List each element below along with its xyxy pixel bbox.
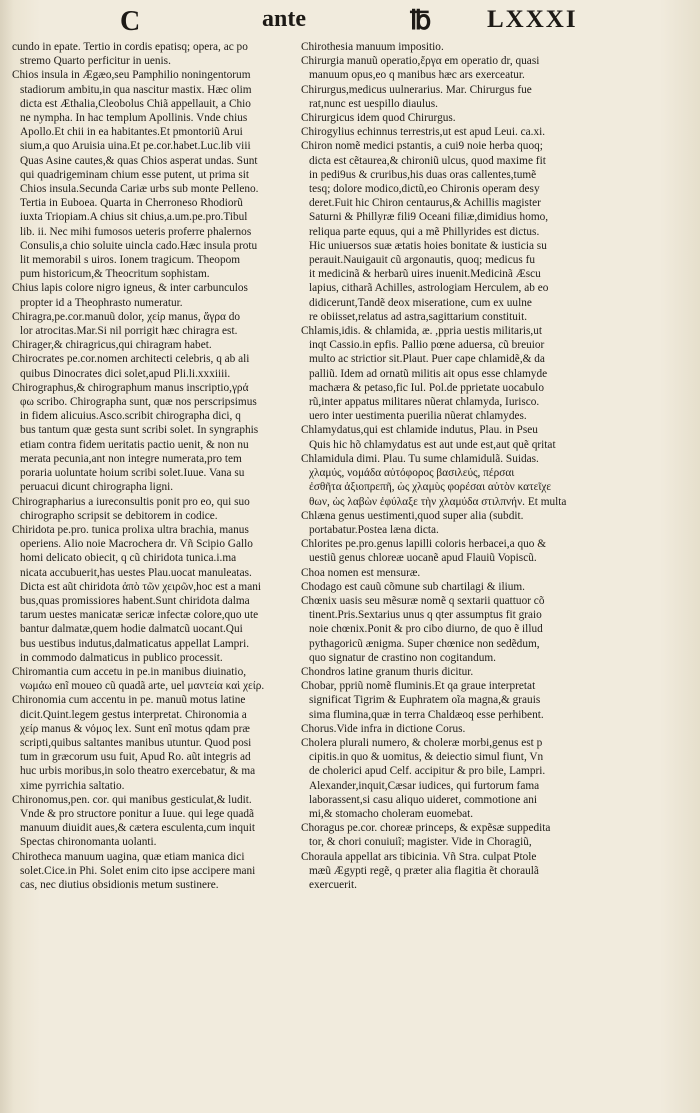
entry-headword-line: Choragus pe.cor. choreæ princeps, & expẽsæ suppedita [301, 822, 551, 835]
entry-text-line: in pedi9us & cruribus,his duas oras callentes,tumẽ [309, 168, 537, 181]
entry-text-line: mi,& stomacho choleram euomebat. [309, 807, 474, 820]
entry-text-line: lor atrocitas.Mar.Si nil porrigit hæc chiragra est. [20, 325, 238, 338]
entry-headword-line: Choraula appellat ars tibicinia. Vñ Stra. culpat Ptole [301, 850, 537, 863]
entry-headword-line: Chironomus,pen. cor. qui manibus gesticulat,& ludit. [12, 793, 252, 806]
entry-text-line: Spectas chironomanta uolanti. [20, 836, 157, 849]
entry-text-line: etiam contra fidem ueritatis pactio uenit, & non nu [20, 438, 249, 451]
right-column [301, 40, 599, 892]
entry-text-line: pythagoricũ ænigma. Super chœnice non sedẽdum, [309, 637, 540, 650]
entry-headword-line: Chiron nomẽ medici pstantis, a cui9 noie herba quoq; [301, 140, 543, 153]
entry-text-line: bantur dalmatæ,quem hodie dalmatcũ uocant.Qui [20, 623, 243, 636]
entry-text-line: iuxta Triopiam.A chius sit chius,a.um.pe.pro.Tibul [20, 211, 248, 224]
entry-text-line: quo signatur de crastino non cogitandum. [309, 651, 496, 664]
entry-headword-line: Chœnix uasis seu mẽsuræ nomẽ q sextarii quattuor cõ [301, 594, 545, 607]
entry-text-line: φω scribo. Chirographa sunt, quæ nos perscripsimus [20, 396, 257, 409]
folio-number: LXXXI [487, 6, 578, 33]
entry-headword-line: Chlæna genus uestimenti,quod super alia (subdit. [301, 509, 524, 522]
entry-text-line: in commodo dalmaticus in publico processit. [20, 651, 223, 664]
entry-text-line: ne nympha. In hac templum Apollinis. Vnde chius [20, 112, 248, 125]
entry-headword-line: Chodago est cauũ cõmune sub chartilagi & ilium. [301, 580, 526, 593]
entry-text-line: significat Tigrim & Euphratem oĩa magna,& grauis [309, 694, 541, 707]
entry-text-line: ἐσθῆτα ἀξιοπρεπῆ, ὡς χλαμὺς φορέσαι αὐτὸν κατεῖχε [309, 481, 552, 494]
entry-text-line: Quas Asine cautes,& quas Chios asperat undas. Sunt [20, 154, 258, 167]
header-word: ante [262, 6, 306, 32]
entry-text-line: lit memorabil s uiros. Ionem tragicum. Theopom [20, 254, 241, 267]
entry-headword-line: Chius lapis colore nigro igneus, & inter carbunculos [12, 282, 248, 295]
entry-text-line: multo ac strictior sit.Plaut. Puer cape chlamidẽ,& da [309, 353, 545, 366]
entry-text-line: re obiisset,relatus ad astra,sagittarium constituit. [309, 310, 528, 323]
entry-text-line: rat,nunc est uespillo diaulus. [309, 97, 438, 110]
entry-text-line: tesq; dolore modico,dictũ,eo Chironis operam desy [309, 183, 540, 196]
entry-headword-line: Chlamidula dimi. Plau. Tu sume chlamidulã. Suidas. [301, 452, 539, 465]
entry-text-line: sima flumina,quæ in terra Chaldæoq esse perhibent. [309, 708, 544, 721]
entry-text-line: exercuerit. [309, 878, 357, 891]
entry-text-line: Chios insula.Secunda Cariæ urbs sub monte Pelleno. [20, 183, 259, 196]
entry-text-line: poraria uoluntate hoium scribi solet.Iuue. Vana su [20, 467, 245, 480]
entry-headword-line: Cholera plurali numero, & choleræ morbi,genus est p [301, 736, 543, 749]
entry-text-line: reliqua parte equus, qui a mẽ Phillyrides est dictus. [309, 225, 540, 238]
entry-text-line: chirographo scripsit se debitorem in codice. [20, 509, 218, 522]
entry-headword-line: Choa nomen est mensuræ. [301, 566, 421, 579]
entry-headword-line: Chirographus,& chirographum manus inscriptio,γρά [12, 381, 249, 394]
entry-text-line: didicerunt,Tandẽ deox miseratione, cum ex uulne [309, 296, 532, 309]
entry-text-line: tarum uestes manicatæ sericæ infectæ colore,quo ute [20, 609, 259, 622]
entry-text-line: noie chœnix.Ponit & pro cibo diurno, de quo ẽ illud [309, 623, 543, 636]
entry-text-line: nicata accubuerit,has uestes Plau.uocat manuleatas. [20, 566, 252, 579]
entry-text-line: peruacui dicunt chirographa ligni. [20, 481, 174, 494]
entry-text-line: Apollo.Et chii in ea habitantes.Et pmontoriũ Arui [20, 126, 243, 139]
entry-text-line: merata pecunia,ant non integre numerata,pro tem [20, 452, 242, 465]
entry-text-line: stadiorum ambitu,in qua nascitur mastix. Hæc olim [20, 83, 252, 96]
header-letter: C [120, 6, 141, 37]
entry-text-line: machæra & petaso,fic Iul. Pol.de pprietate uocabulo [309, 381, 544, 394]
entry-headword-line: Chondros latine granum thuris dicitur. [301, 665, 474, 678]
entry-text-line: sium,a quo Aruisia uina.Et pe.cor.habet.Luc.lib viii [20, 140, 251, 153]
entry-text-line: xime pyrrichia saltatio. [20, 779, 125, 792]
entry-text-line: tum in græcorum usu fuit, Apud Ro. aũt integris ad [20, 751, 251, 764]
entry-headword-line: Chirurgus,medicus uulnerarius. Mar. Chirurgus fue [301, 83, 532, 96]
entry-text-line: deret.Fuit hic Chiron centaurus,& Achillis magister [309, 197, 541, 210]
entry-text-line: it medicinã & herbarũ uires inuenit.Medicinã Æscu [309, 268, 541, 281]
entry-text-line: portabatur.Postea læna dicta. [309, 523, 439, 536]
entry-text-line: νωμάω enĩ moueo cũ quadã arte, uel μαντεία καὶ χείρ. [20, 680, 265, 693]
entry-text-line: manuum diuidit aues,& cætera esculenta,cum inquit [20, 822, 255, 835]
entry-headword-line: Chlamydatus,qui est chlamide indutus, Plau. in Pseu [301, 424, 538, 437]
running-header [0, 6, 700, 40]
entry-text-line: Saturni & Phillyræ fili9 Oceani filiæ,dimidius homo, [309, 211, 549, 224]
entry-headword-line: Chirocrates pe.cor.nomen architecti celebris, q ab ali [12, 353, 250, 366]
entry-headword-line: Chirothesia manuum impositio. [301, 41, 444, 53]
entry-text-line: Alexander,inquit,Cæsar iudices, qui furtorum fama [309, 779, 540, 792]
entry-text-line: quibus Dinocrates dici solet,apud Pli.li.xxxiiii. [20, 367, 231, 380]
entry-headword-line: Chirogylius echinnus terrestris,ut est apud Leui. ca.xi. [301, 126, 546, 139]
entry-text-line: uero inter uestimenta puerilia nũerat chlamydes. [309, 410, 527, 423]
entry-text-line: tinent.Pris.Sextarius unus q qter assumptus fit graio [309, 609, 542, 622]
entry-headword-line: Chirurgia manuũ operatio,ἔργα em operatio dr, quasi [301, 55, 540, 68]
entry-text-line: bus,quas promissiores habent.Sunt chiridota dalma [20, 594, 250, 607]
entry-headword-line: Chiragra,pe.cor.manuũ dolor, χείρ manus, ἄγρα do [12, 310, 241, 323]
header-mark: ℔ [410, 6, 432, 35]
entry-text-line: manuum opus,eo q manibus hæc ars exerceatur. [309, 69, 525, 82]
entry-text-line: lib. ii. Nec mihi fumosos ueteris proferre phalernos [20, 225, 252, 238]
entry-text-line: Quis hic hõ chlamydatus est aut unde est,aut quẽ qritat [309, 438, 556, 451]
entry-headword-line: Chirurgicus idem quod Chirurgus. [301, 112, 456, 125]
entry-text-line: χλαμύς, νομάδα αὐτόφορος βασιλεύς, πέρσαι [309, 467, 515, 480]
entry-text-line: bus uestibus indutus,dalmaticatus appellat Lampri. [20, 637, 250, 650]
entry-text-line: Vnde & pro structore ponitur a Iuue. qui lege quadã [20, 807, 255, 820]
entry-text-line: operiens. Alio noie Macrochera dr. Vñ Scipio Gallo [20, 538, 253, 551]
entry-text-line: pum historicum,& Theocritum sophistam. [20, 268, 210, 281]
entry-headword-line: Chlorites pe.pro.genus lapilli coloris herbacei,a quo & [301, 538, 547, 551]
entry-headword-line: Chlamis,idis. & chlamida, æ. ,ppria uestis militaris,ut [301, 325, 542, 338]
entry-text-line: huc urbis moribus,in solo theatro exercebatur, & ma [20, 765, 256, 778]
left-column [12, 40, 300, 892]
entry-text-line: palliũ. Idem ad ornatũ militis ait opus esse chlamyde [309, 367, 548, 380]
entry-text-line: laborassent,si casu aliquo uideret, commotione ani [309, 793, 538, 806]
entry-headword-line: Chiridota pe.pro. tunica prolixa ultra brachia, manus [12, 523, 249, 536]
entry-text-line: cas, nec diutius obsidionis metum sustinere. [20, 878, 219, 891]
entry-text-line: dicit.Quint.legem gestus interpretat. Chironomia a [20, 708, 247, 721]
entry-headword-line: Chiromantia cum accetu in pe.in manibus diuinatio, [12, 665, 247, 678]
entry-headword-line: Chirotheca manuum uagina, quæ etiam manica dici [12, 850, 245, 863]
entry-headword-line: Chirographarius a iureconsultis ponit pro eo, qui suo [12, 495, 250, 508]
entry-text-line: uestiũ genus chloreæ uocanẽ apud Flauiũ Vopiscũ. [309, 552, 537, 565]
entry-text-line: solet.Cice.in Phi. Solet enim cito ipse accipere mani [20, 864, 256, 877]
entry-text-line: cipitis.in quo & uomitus, & deiectio simul fiunt, Vn [309, 751, 544, 764]
entry-text-line: mæũ Ægypti regẽ, q præter alia flagitia ẽt choraulã [309, 864, 539, 877]
entry-headword-line: Chios insula in Ægæo,seu Pamphilio noningentorum [12, 69, 251, 82]
entry-headword-line: Chorus.Vide infra in dictione Corus. [301, 722, 466, 735]
entry-text-line: propter id a Theophrasto numeratur. [20, 296, 183, 309]
entry-text-line: tor, & chori conuiuiĩ; magister. Vide in Choragiũ, [309, 836, 532, 849]
entry-text-line: scripti,quibus saltantes manibus utuntur. Quod posi [20, 736, 252, 749]
entry-text-line: de cholerici apud Celf. accipitur & pro bile, Lampri. [309, 765, 546, 778]
entry-text-line: dicta est Æthalia,Cleobolus Chiã appellauit, a Chio [20, 97, 251, 110]
entry-text-line: inqt Cassio.in epfis. Pallio pœne aduersa, cũ breuior [309, 339, 545, 352]
entry-text-line: dicta est cẽtaurea,& chironiũ ulcus, quod maxime fit [309, 154, 546, 167]
entry-text-line: qui quadrigeminam chium esse putent, ut prima sit [20, 168, 250, 181]
entry-text-line: lapius, citharã Achilles, astrologiam Herculem, ab eo [309, 282, 549, 295]
entry-text-line: Tertia in Euboea. Quarta in Cherroneso Rhodiorũ [20, 197, 243, 210]
entry-text-line: homi delicato obiecit, q cũ chiridota tunica.i.ma [20, 552, 237, 565]
entry-text-line: perauit.Nauigauit cũ argonautis, quoq; medicus fu [309, 254, 535, 267]
entry-text-line: stremo Quarto perficitur in uenis. [20, 55, 171, 68]
entry-text-line: θων, ὡς λαβὼν ἐφύλαξε τὴν χλαμύδα στιλπνήν. Et multa [309, 495, 567, 508]
entry-text-line: Hic uniuersos suæ ætatis hoies bonitate & iusticia su [309, 239, 547, 252]
entry-text-line: in fidem alicuius.Asco.scribit chirographa dici, q [20, 410, 241, 423]
entry-headword-line: Chirager,& chiragricus,qui chiragram habet. [12, 339, 212, 352]
entry-headword-line: cundo in epate. Tertio in cordis epatisq; opera, ac po [12, 41, 248, 53]
entry-text-line: rũ,inter appatus militares nũerat chlamyda, Iurisco. [309, 396, 540, 409]
entry-text-line: χείρ manus & νόμος lex. Sunt enĩ motus qdam præ [20, 722, 250, 735]
entry-text-line: bus tantum quæ gesta sunt scribi solet. In syngraphis [20, 424, 259, 437]
entry-headword-line: Chironomia cum accentu in pe. manuũ motus latine [12, 694, 246, 707]
entry-text-line: Consulis,a chio soluite uincla cado.Hæc insula protu [20, 239, 258, 252]
entry-headword-line: Chobar, ppriũ nomẽ fluminis.Et qa graue interpretat [301, 680, 536, 693]
entry-text-line: Dicta est aũt chiridota ἀπὸ τῶν χειρῶν,hoc est a mani [20, 580, 262, 593]
